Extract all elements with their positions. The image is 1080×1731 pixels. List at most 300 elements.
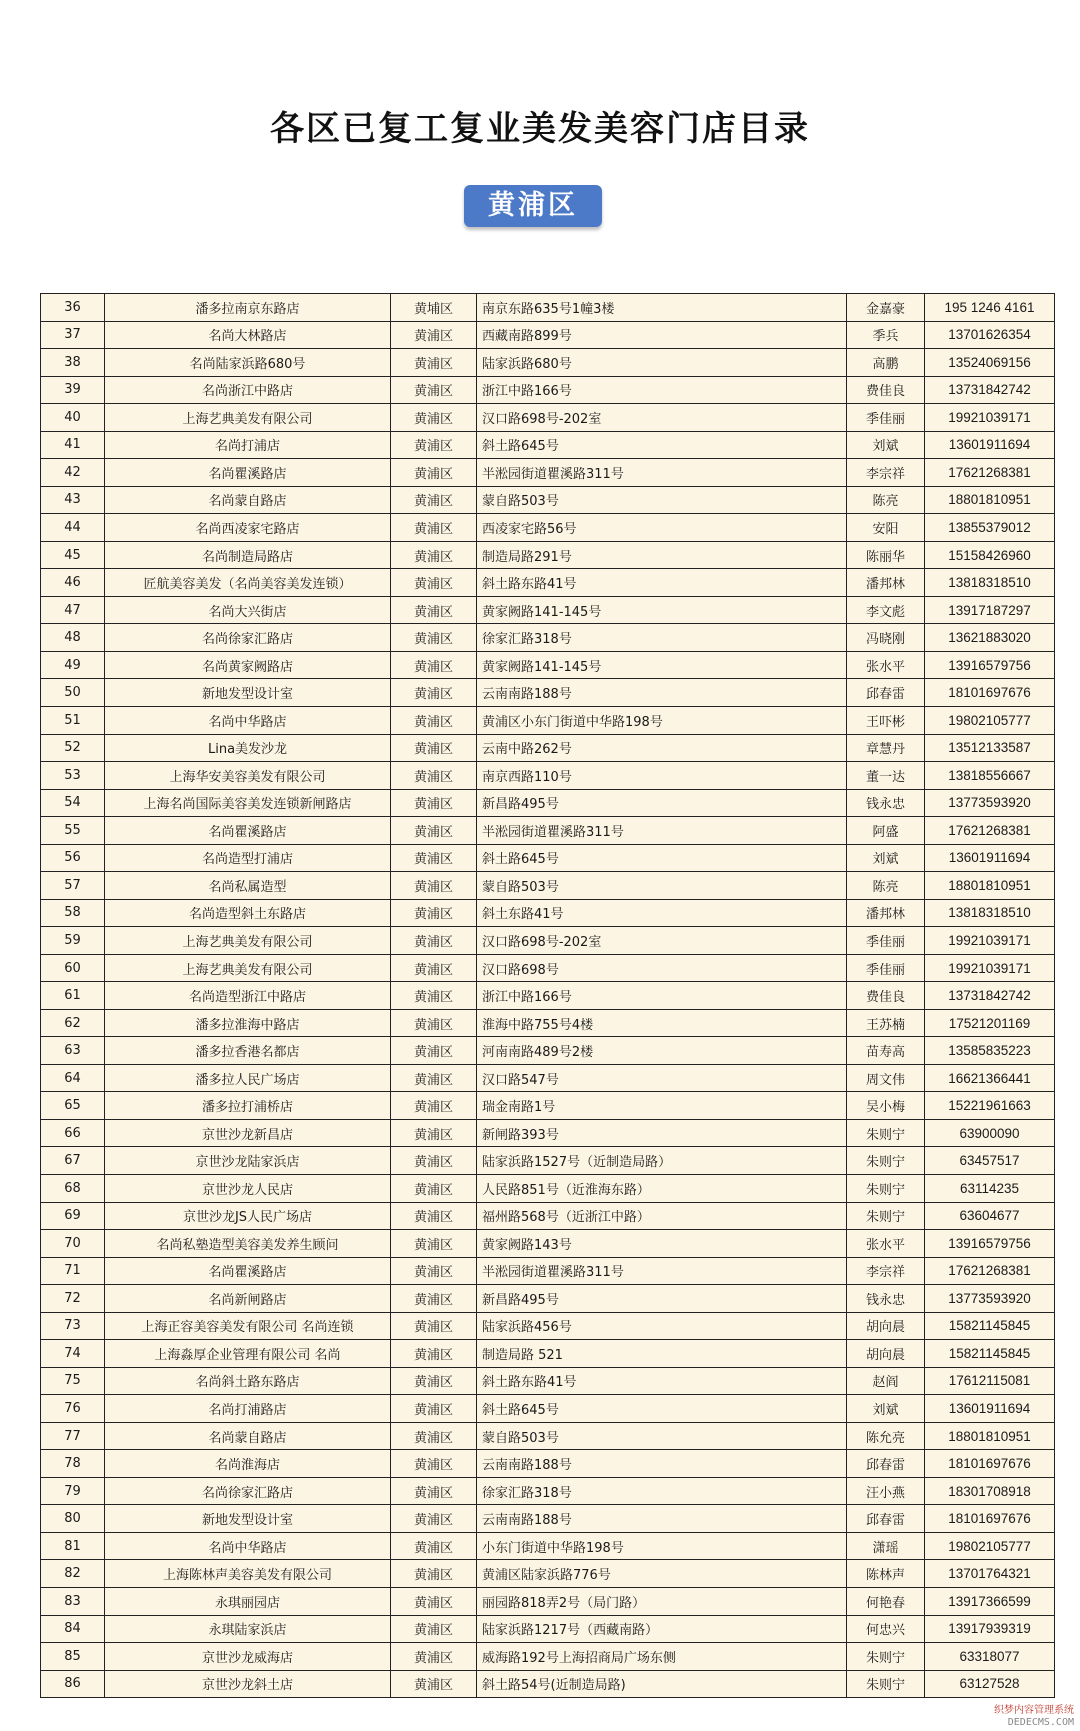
table-row	[41, 294, 1055, 322]
cell-phone: 13917939319	[925, 1615, 1055, 1643]
table-row	[41, 789, 1055, 817]
cell-address: 福州路568号（近浙江中路）	[477, 1202, 847, 1230]
cell-number: 86	[41, 1670, 105, 1698]
cell-store-name: 上海陈林声美容美发有限公司	[105, 1560, 391, 1588]
cell-store-name: 名尚瞿溪路店	[105, 459, 391, 487]
cell-district: 黄浦区	[391, 596, 477, 624]
cell-number: 78	[41, 1450, 105, 1478]
cell-phone: 18301708918	[925, 1477, 1055, 1505]
cell-address: 斜土路645号	[477, 431, 847, 459]
cell-number: 46	[41, 569, 105, 597]
cell-district: 黄浦区	[391, 927, 477, 955]
cell-address: 半淞园街道瞿溪路311号	[477, 1257, 847, 1285]
table-row	[41, 1587, 1055, 1615]
cell-phone: 13773593920	[925, 789, 1055, 817]
cell-number: 71	[41, 1257, 105, 1285]
cell-phone: 18101697676	[925, 1450, 1055, 1478]
cell-contact: 胡向晨	[847, 1312, 925, 1340]
cell-district: 黄浦区	[391, 1422, 477, 1450]
cell-address: 人民路851号（近淮海东路）	[477, 1175, 847, 1203]
cell-phone: 63318077	[925, 1643, 1055, 1671]
table-row	[41, 1312, 1055, 1340]
watermark-title: 织梦内容管理系统	[994, 1705, 1074, 1716]
page-title: 各区已复工复业美发美容门店目录	[270, 109, 810, 149]
cell-address: 蒙自路503号	[477, 486, 847, 514]
cell-store-name: 名尚打浦店	[105, 431, 391, 459]
cell-store-name: 名尚斜土路东路店	[105, 1367, 391, 1395]
cell-district: 黄浦区	[391, 954, 477, 982]
cell-store-name: 永琪丽园店	[105, 1587, 391, 1615]
cell-district: 黄浦区	[391, 404, 477, 432]
cell-store-name: Lina美发沙龙	[105, 734, 391, 762]
cell-number: 60	[41, 954, 105, 982]
cell-district: 黄浦区	[391, 514, 477, 542]
cell-phone: 17612115081	[925, 1367, 1055, 1395]
table-row	[41, 1147, 1055, 1175]
cell-address: 浙江中路166号	[477, 982, 847, 1010]
cell-address: 瑞金南路1号	[477, 1092, 847, 1120]
cell-district: 黄浦区	[391, 459, 477, 487]
cell-contact: 章慧丹	[847, 734, 925, 762]
cell-address: 新昌路495号	[477, 1285, 847, 1313]
cell-phone: 13621883020	[925, 624, 1055, 652]
cell-number: 58	[41, 899, 105, 927]
cell-number: 63	[41, 1037, 105, 1065]
table-row	[41, 954, 1055, 982]
cell-phone: 15821145845	[925, 1312, 1055, 1340]
cell-phone: 18801810951	[925, 1422, 1055, 1450]
cell-phone: 63114235	[925, 1175, 1055, 1203]
cell-contact: 安阳	[847, 514, 925, 542]
cell-store-name: 名尚造型打浦店	[105, 844, 391, 872]
cell-number: 41	[41, 431, 105, 459]
table-row	[41, 321, 1055, 349]
table-row	[41, 651, 1055, 679]
cell-number: 72	[41, 1285, 105, 1313]
cell-contact: 高鹏	[847, 349, 925, 377]
cell-contact: 张水平	[847, 651, 925, 679]
cell-contact: 邱春雷	[847, 1505, 925, 1533]
cell-number: 75	[41, 1367, 105, 1395]
cell-store-name: 潘多拉香港名都店	[105, 1037, 391, 1065]
cell-phone: 15821145845	[925, 1340, 1055, 1368]
watermark-domain: DEDECMS.COM	[1007, 1717, 1074, 1728]
cell-district: 黄浦区	[391, 1340, 477, 1368]
cell-phone: 13701626354	[925, 321, 1055, 349]
cell-contact: 费佳良	[847, 982, 925, 1010]
cell-phone: 195 1246 4161	[925, 294, 1055, 322]
cell-address: 陆家浜路456号	[477, 1312, 847, 1340]
cell-contact: 朱则宁	[847, 1202, 925, 1230]
cell-store-name: 名尚造型浙江中路店	[105, 982, 391, 1010]
cell-contact: 胡向晨	[847, 1340, 925, 1368]
table-row	[41, 899, 1055, 927]
cell-district: 黄浦区	[391, 899, 477, 927]
cell-district: 黄浦区	[391, 1532, 477, 1560]
cell-contact: 张水平	[847, 1230, 925, 1258]
cell-number: 69	[41, 1202, 105, 1230]
table-row	[41, 1505, 1055, 1533]
cell-address: 小东门街道中华路198号	[477, 1532, 847, 1560]
cell-address: 汉口路698号-202室	[477, 927, 847, 955]
store-table-wrapper	[40, 293, 1054, 1698]
cell-store-name: 名尚淮海店	[105, 1450, 391, 1478]
cell-district: 黄浦区	[391, 1230, 477, 1258]
cell-store-name: 京世沙龙JS人民广场店	[105, 1202, 391, 1230]
cell-address: 云南南路188号	[477, 679, 847, 707]
cell-district: 黄浦区	[391, 1505, 477, 1533]
cell-contact: 邱春雷	[847, 1450, 925, 1478]
cell-district: 黄浦区	[391, 982, 477, 1010]
cell-district: 黄浦区	[391, 734, 477, 762]
cell-store-name: 名尚大兴街店	[105, 596, 391, 624]
cell-store-name: 潘多拉南京东路店	[105, 294, 391, 322]
cell-contact: 季佳丽	[847, 404, 925, 432]
cell-district: 黄浦区	[391, 1257, 477, 1285]
table-row	[41, 762, 1055, 790]
cell-number: 54	[41, 789, 105, 817]
cell-number: 81	[41, 1532, 105, 1560]
cell-store-name: 名尚徐家汇路店	[105, 624, 391, 652]
cell-contact: 刘斌	[847, 431, 925, 459]
cell-number: 53	[41, 762, 105, 790]
cell-district: 黄浦区	[391, 1064, 477, 1092]
table-row	[41, 706, 1055, 734]
cell-number: 83	[41, 1587, 105, 1615]
cell-number: 45	[41, 541, 105, 569]
cell-district: 黄浦区	[391, 1202, 477, 1230]
cell-number: 79	[41, 1477, 105, 1505]
cell-phone: 19802105777	[925, 1532, 1055, 1560]
cell-number: 68	[41, 1175, 105, 1203]
cell-phone: 16621366441	[925, 1064, 1055, 1092]
cell-number: 36	[41, 294, 105, 322]
cell-address: 制造局路 521	[477, 1340, 847, 1368]
cell-address: 陆家浜路1217号（西藏南路）	[477, 1615, 847, 1643]
cell-number: 66	[41, 1119, 105, 1147]
cell-number: 85	[41, 1643, 105, 1671]
cell-phone: 17621268381	[925, 1257, 1055, 1285]
cell-district: 黄浦区	[391, 376, 477, 404]
cell-address: 陆家浜路1527号（近制造局路）	[477, 1147, 847, 1175]
cell-address: 黄家阙路141-145号	[477, 596, 847, 624]
cell-phone: 15158426960	[925, 541, 1055, 569]
cell-store-name: 潘多拉淮海中路店	[105, 1009, 391, 1037]
cell-district: 黄浦区	[391, 1092, 477, 1120]
cell-store-name: 上海名尚国际美容美发连锁新闸路店	[105, 789, 391, 817]
cell-contact: 陈丽华	[847, 541, 925, 569]
cell-contact: 陈允亮	[847, 1422, 925, 1450]
cell-address: 黄家阙路143号	[477, 1230, 847, 1258]
cell-phone: 19921039171	[925, 404, 1055, 432]
cell-address: 斜土路645号	[477, 1395, 847, 1423]
cell-number: 43	[41, 486, 105, 514]
cell-phone: 17521201169	[925, 1009, 1055, 1037]
watermark	[994, 1705, 1074, 1729]
cell-phone: 19921039171	[925, 927, 1055, 955]
cell-address: 陆家浜路680号	[477, 349, 847, 377]
cell-address: 斜土路645号	[477, 844, 847, 872]
cell-phone: 13818556667	[925, 762, 1055, 790]
cell-address: 汉口路698号	[477, 954, 847, 982]
cell-district: 黄浦区	[391, 679, 477, 707]
table-row	[41, 1092, 1055, 1120]
cell-contact: 李文彪	[847, 596, 925, 624]
cell-district: 黄埔区	[391, 294, 477, 322]
table-row	[41, 349, 1055, 377]
cell-phone: 13818318510	[925, 899, 1055, 927]
cell-address: 黄浦区小东门街道中华路198号	[477, 706, 847, 734]
cell-district: 黄浦区	[391, 569, 477, 597]
table-row	[41, 486, 1055, 514]
cell-contact: 邱春雷	[847, 679, 925, 707]
cell-district: 黄浦区	[391, 1395, 477, 1423]
district-badge: 黄浦区	[464, 185, 602, 227]
cell-store-name: 上海华安美容美发有限公司	[105, 762, 391, 790]
table-row	[41, 1477, 1055, 1505]
cell-district: 黄浦区	[391, 624, 477, 652]
cell-phone: 18801810951	[925, 872, 1055, 900]
cell-number: 47	[41, 596, 105, 624]
table-row	[41, 1340, 1055, 1368]
cell-address: 斜土路东路41号	[477, 1367, 847, 1395]
cell-phone: 13601911694	[925, 1395, 1055, 1423]
cell-address: 半淞园街道瞿溪路311号	[477, 817, 847, 845]
cell-address: 斜土东路41号	[477, 899, 847, 927]
cell-store-name: 名尚黄家阙路店	[105, 651, 391, 679]
table-row	[41, 1670, 1055, 1698]
cell-address: 蒙自路503号	[477, 872, 847, 900]
cell-district: 黄浦区	[391, 541, 477, 569]
cell-number: 74	[41, 1340, 105, 1368]
cell-district: 黄浦区	[391, 1147, 477, 1175]
cell-district: 黄浦区	[391, 431, 477, 459]
cell-district: 黄浦区	[391, 1009, 477, 1037]
cell-number: 59	[41, 927, 105, 955]
cell-district: 黄浦区	[391, 1615, 477, 1643]
cell-address: 黄家阙路141-145号	[477, 651, 847, 679]
cell-address: 汉口路698号-202室	[477, 404, 847, 432]
table-row	[41, 541, 1055, 569]
cell-store-name: 名尚陆家浜路680号	[105, 349, 391, 377]
table-row	[41, 431, 1055, 459]
cell-contact: 费佳良	[847, 376, 925, 404]
cell-contact: 董一达	[847, 762, 925, 790]
cell-number: 80	[41, 1505, 105, 1533]
table-row	[41, 734, 1055, 762]
table-row	[41, 459, 1055, 487]
cell-district: 黄浦区	[391, 1175, 477, 1203]
cell-address: 淮海中路755号4楼	[477, 1009, 847, 1037]
cell-store-name: 名尚徐家汇路店	[105, 1477, 391, 1505]
cell-district: 黄浦区	[391, 1670, 477, 1698]
cell-contact: 何艳春	[847, 1587, 925, 1615]
cell-store-name: 上海艺典美发有限公司	[105, 404, 391, 432]
cell-store-name: 名尚瞿溪路店	[105, 1257, 391, 1285]
cell-number: 40	[41, 404, 105, 432]
cell-district: 黄浦区	[391, 817, 477, 845]
cell-phone: 13773593920	[925, 1285, 1055, 1313]
cell-store-name: 匠航美容美发（名尚美容美发连锁）	[105, 569, 391, 597]
cell-contact: 朱则宁	[847, 1119, 925, 1147]
cell-phone: 13917187297	[925, 596, 1055, 624]
cell-contact: 朱则宁	[847, 1147, 925, 1175]
table-row	[41, 679, 1055, 707]
cell-phone: 19802105777	[925, 706, 1055, 734]
cell-address: 南京东路635号1幢3楼	[477, 294, 847, 322]
cell-address: 斜土路东路41号	[477, 569, 847, 597]
cell-address: 徐家汇路318号	[477, 624, 847, 652]
cell-number: 84	[41, 1615, 105, 1643]
cell-district: 黄浦区	[391, 872, 477, 900]
cell-contact: 季佳丽	[847, 954, 925, 982]
cell-phone: 13601911694	[925, 431, 1055, 459]
cell-phone: 63127528	[925, 1670, 1055, 1698]
table-row	[41, 1450, 1055, 1478]
cell-contact: 汪小燕	[847, 1477, 925, 1505]
cell-store-name: 潘多拉打浦桥店	[105, 1092, 391, 1120]
cell-number: 62	[41, 1009, 105, 1037]
cell-store-name: 京世沙龙新昌店	[105, 1119, 391, 1147]
cell-phone: 63900090	[925, 1119, 1055, 1147]
table-row	[41, 596, 1055, 624]
cell-number: 65	[41, 1092, 105, 1120]
table-row	[41, 1532, 1055, 1560]
cell-address: 西藏南路899号	[477, 321, 847, 349]
cell-address: 云南中路262号	[477, 734, 847, 762]
cell-contact: 朱则宁	[847, 1670, 925, 1698]
cell-number: 51	[41, 706, 105, 734]
cell-contact: 潘邦林	[847, 569, 925, 597]
cell-store-name: 上海艺典美发有限公司	[105, 954, 391, 982]
cell-store-name: 京世沙龙斜土店	[105, 1670, 391, 1698]
cell-address: 云南南路188号	[477, 1505, 847, 1533]
cell-contact: 陈林声	[847, 1560, 925, 1588]
cell-district: 黄浦区	[391, 1285, 477, 1313]
cell-store-name: 新地发型设计室	[105, 679, 391, 707]
table-row	[41, 1643, 1055, 1671]
cell-phone: 19921039171	[925, 954, 1055, 982]
table-row	[41, 1064, 1055, 1092]
cell-number: 37	[41, 321, 105, 349]
cell-store-name: 名尚浙江中路店	[105, 376, 391, 404]
cell-district: 黄浦区	[391, 844, 477, 872]
cell-number: 70	[41, 1230, 105, 1258]
cell-phone: 13585835223	[925, 1037, 1055, 1065]
cell-number: 77	[41, 1422, 105, 1450]
cell-number: 61	[41, 982, 105, 1010]
cell-contact: 刘斌	[847, 1395, 925, 1423]
cell-contact: 王吓彬	[847, 706, 925, 734]
cell-phone: 13701764321	[925, 1560, 1055, 1588]
cell-district: 黄浦区	[391, 1560, 477, 1588]
cell-contact: 吴小梅	[847, 1092, 925, 1120]
cell-district: 黄浦区	[391, 349, 477, 377]
cell-address: 新昌路495号	[477, 789, 847, 817]
cell-store-name: 潘多拉人民广场店	[105, 1064, 391, 1092]
cell-contact: 潇瑶	[847, 1532, 925, 1560]
cell-store-name: 新地发型设计室	[105, 1505, 391, 1533]
cell-district: 黄浦区	[391, 1367, 477, 1395]
cell-store-name: 名尚大林路店	[105, 321, 391, 349]
cell-district: 黄浦区	[391, 1312, 477, 1340]
cell-contact: 阿盛	[847, 817, 925, 845]
cell-address: 西凌家宅路56号	[477, 514, 847, 542]
cell-contact: 李宗祥	[847, 459, 925, 487]
cell-contact: 潘邦林	[847, 899, 925, 927]
cell-number: 50	[41, 679, 105, 707]
cell-district: 黄浦区	[391, 1037, 477, 1065]
cell-number: 57	[41, 872, 105, 900]
cell-contact: 何忠兴	[847, 1615, 925, 1643]
cell-district: 黄浦区	[391, 789, 477, 817]
cell-phone: 13731842742	[925, 982, 1055, 1010]
table-row	[41, 514, 1055, 542]
cell-phone: 13917366599	[925, 1587, 1055, 1615]
cell-store-name: 上海淼厚企业管理有限公司 名尚	[105, 1340, 391, 1368]
cell-store-name: 名尚瞿溪路店	[105, 817, 391, 845]
cell-contact: 李宗祥	[847, 1257, 925, 1285]
cell-number: 52	[41, 734, 105, 762]
cell-phone: 13601911694	[925, 844, 1055, 872]
cell-contact: 朱则宁	[847, 1643, 925, 1671]
table-row	[41, 404, 1055, 432]
table-row	[41, 927, 1055, 955]
table-row	[41, 1230, 1055, 1258]
cell-address: 南京西路110号	[477, 762, 847, 790]
cell-district: 黄浦区	[391, 762, 477, 790]
cell-address: 汉口路547号	[477, 1064, 847, 1092]
cell-address: 威海路192号上海招商局广场东侧	[477, 1643, 847, 1671]
cell-store-name: 名尚中华路店	[105, 706, 391, 734]
cell-district: 黄浦区	[391, 706, 477, 734]
cell-phone: 13916579756	[925, 1230, 1055, 1258]
cell-store-name: 上海正容美容美发有限公司 名尚连锁	[105, 1312, 391, 1340]
table-row	[41, 376, 1055, 404]
cell-phone: 17621268381	[925, 817, 1055, 845]
cell-address: 徐家汇路318号	[477, 1477, 847, 1505]
cell-number: 39	[41, 376, 105, 404]
cell-address: 黄浦区陆家浜路776号	[477, 1560, 847, 1588]
table-row	[41, 872, 1055, 900]
table-row	[41, 1037, 1055, 1065]
cell-address: 斜土路54号(近制造局路)	[477, 1670, 847, 1698]
cell-store-name: 名尚造型斜土东路店	[105, 899, 391, 927]
cell-store-name: 名尚蒙自路店	[105, 1422, 391, 1450]
cell-store-name: 名尚制造局路店	[105, 541, 391, 569]
cell-district: 黄浦区	[391, 1119, 477, 1147]
cell-number: 44	[41, 514, 105, 542]
cell-district: 黄浦区	[391, 321, 477, 349]
cell-number: 48	[41, 624, 105, 652]
cell-address: 丽园路818弄2号（局门路）	[477, 1587, 847, 1615]
cell-contact: 赵阎	[847, 1367, 925, 1395]
table-row	[41, 1119, 1055, 1147]
cell-contact: 陈亮	[847, 486, 925, 514]
cell-contact: 钱永忠	[847, 1285, 925, 1313]
cell-district: 黄浦区	[391, 486, 477, 514]
cell-phone: 13916579756	[925, 651, 1055, 679]
cell-contact: 金嘉豪	[847, 294, 925, 322]
table-row	[41, 1560, 1055, 1588]
cell-phone: 13512133587	[925, 734, 1055, 762]
cell-contact: 陈亮	[847, 872, 925, 900]
cell-number: 73	[41, 1312, 105, 1340]
cell-store-name: 京世沙龙威海店	[105, 1643, 391, 1671]
cell-phone: 18801810951	[925, 486, 1055, 514]
cell-district: 黄浦区	[391, 651, 477, 679]
cell-phone: 13818318510	[925, 569, 1055, 597]
